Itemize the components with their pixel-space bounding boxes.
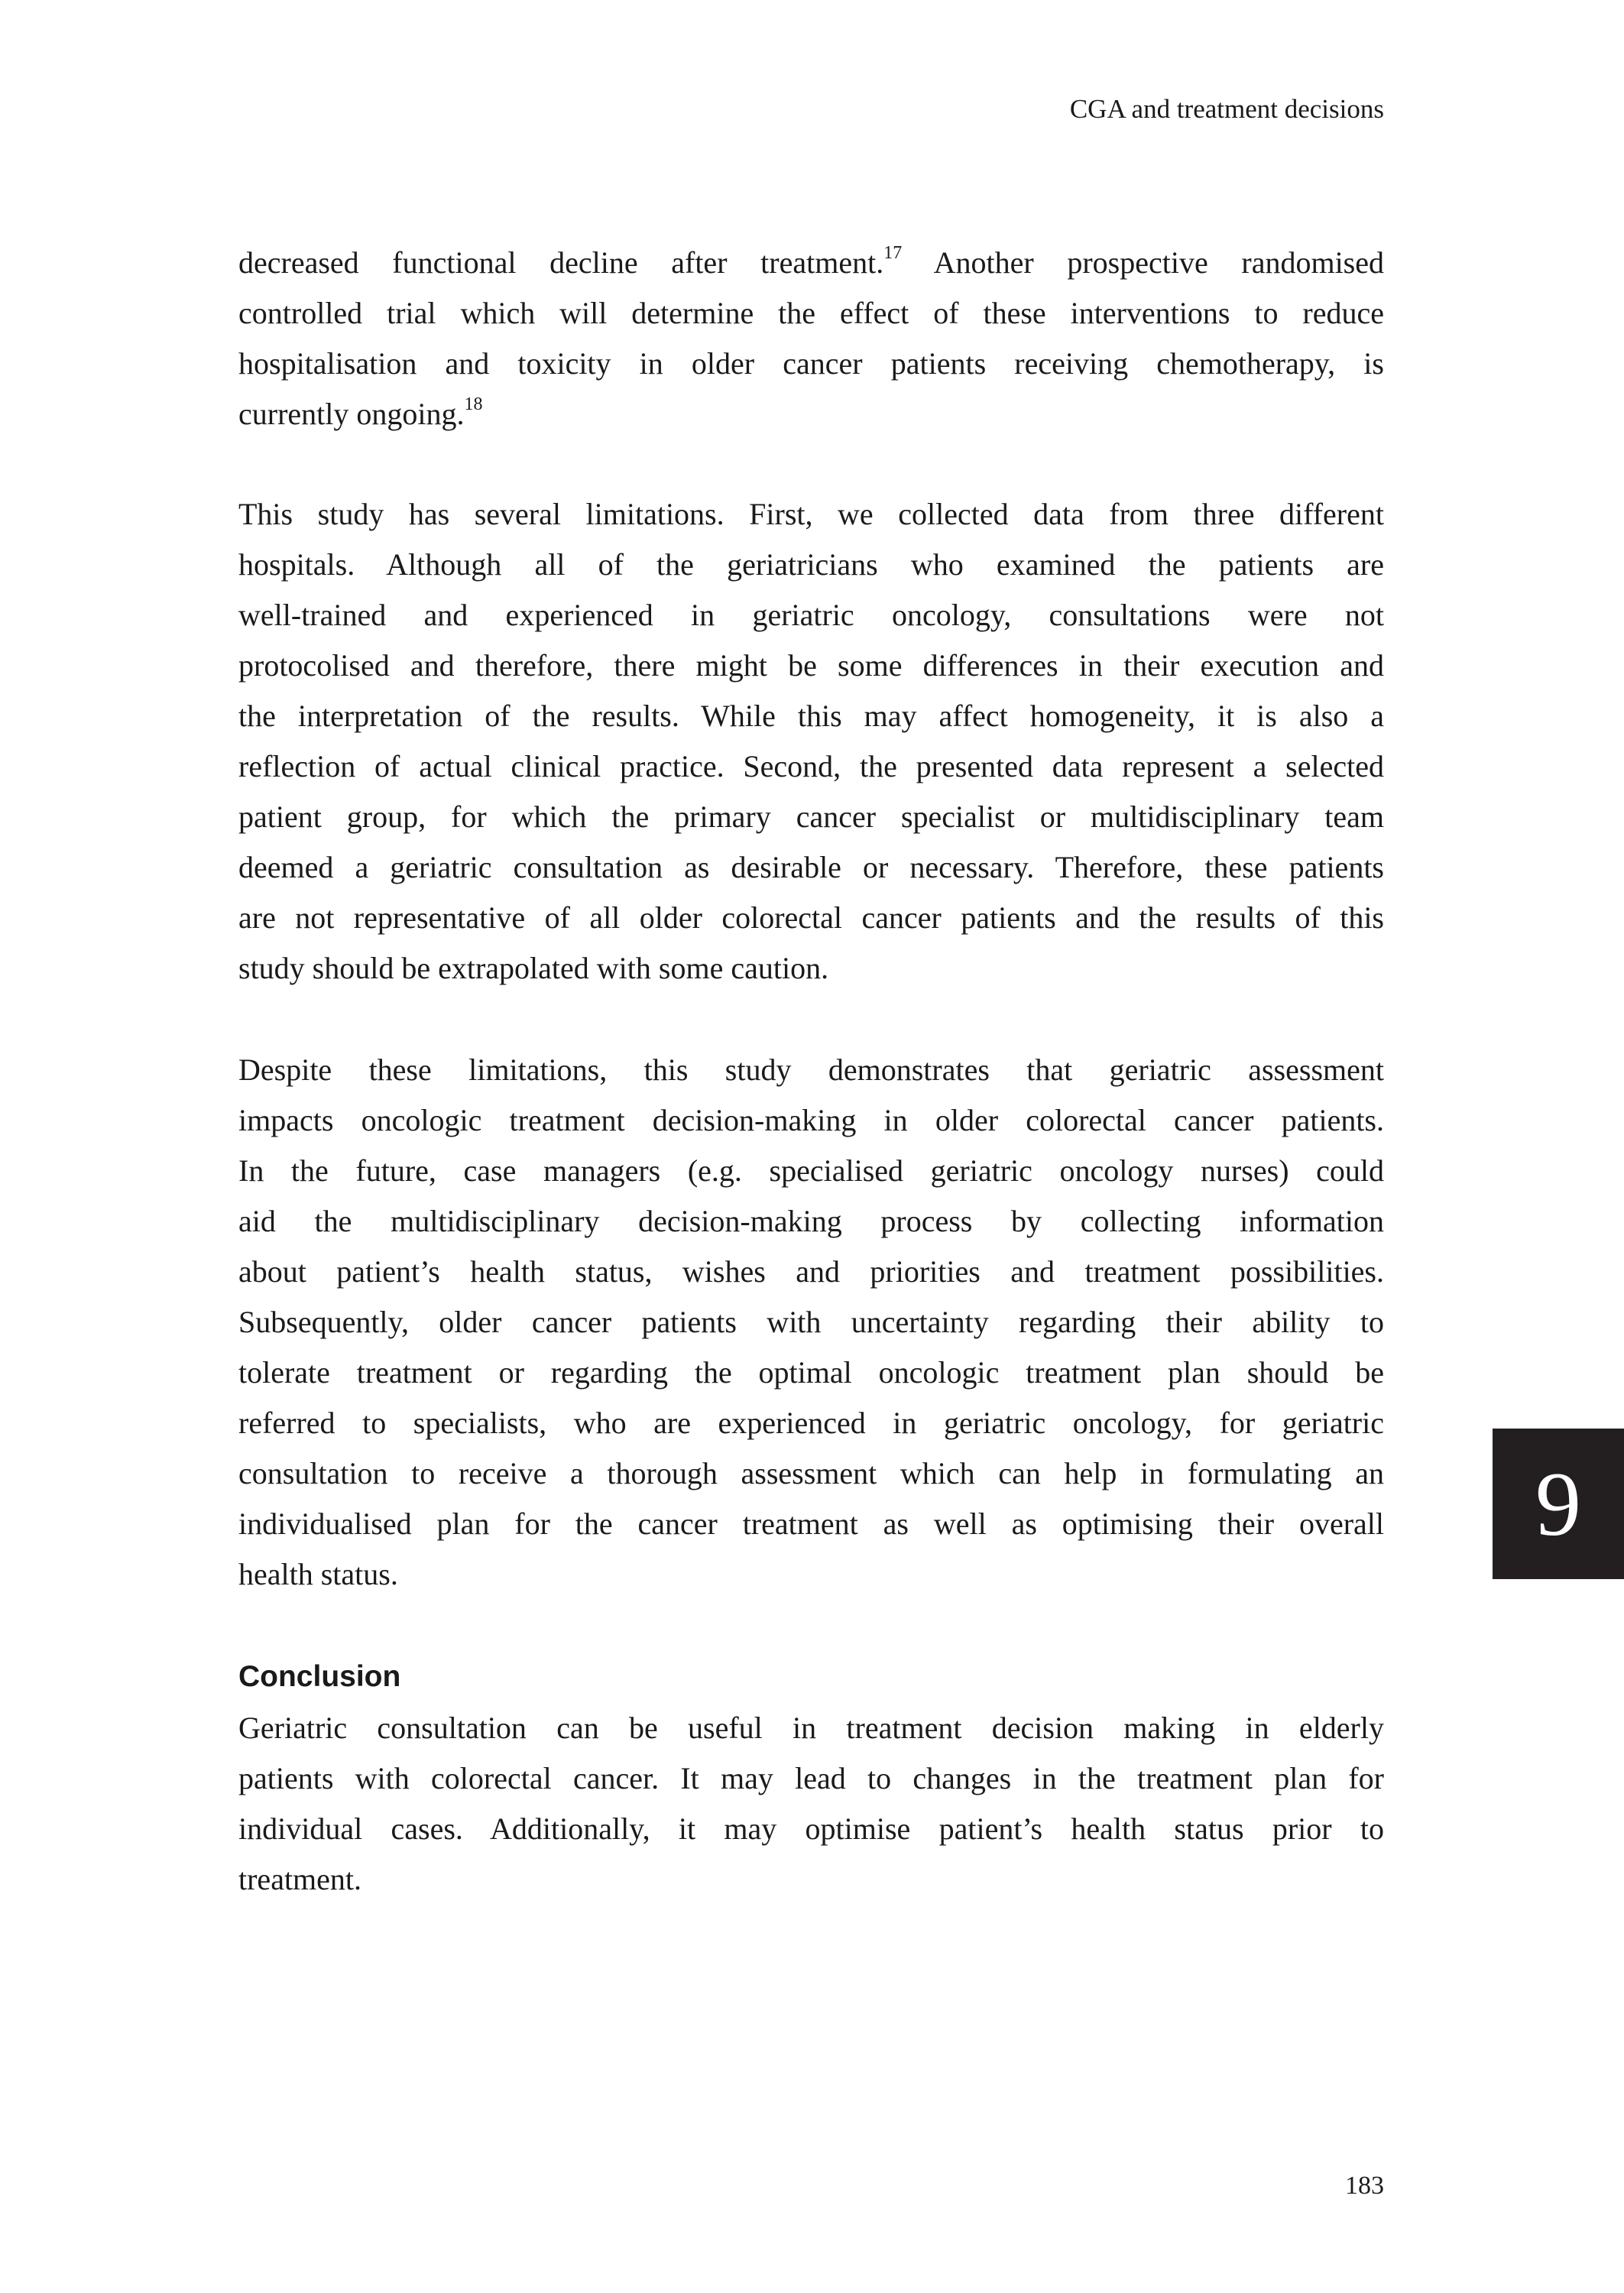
conclusion-heading: Conclusion: [238, 1660, 401, 1693]
text-segment: impacts oncologic treatment decision-making in older colorectal cancer patients.: [238, 1103, 1384, 1137]
text-line: [238, 1854, 1384, 1905]
text-segment: study should be extrapolated with some caution.: [238, 951, 829, 985]
text-line: [238, 1753, 1384, 1804]
text-segment: hospitals. Although all of the geriatricians who examined the patients are: [238, 547, 1384, 582]
paragraph-ongoing-trial: [238, 238, 1384, 439]
text-line: [238, 1196, 1384, 1247]
text-line: [238, 641, 1384, 691]
text-line: [238, 238, 1384, 288]
text-segment: treatment.: [238, 1862, 362, 1896]
text-line: [238, 1045, 1384, 1095]
text-segment: consultation to receive a thorough assessment which can help in formulating an: [238, 1456, 1384, 1490]
text-segment: deemed a geriatric consultation as desirable or necessary. Therefore, these patients: [238, 850, 1384, 884]
text-line: [238, 741, 1384, 792]
text-segment: Subsequently, older cancer patients with uncertainty regarding their ability to: [238, 1305, 1384, 1339]
text-line: [238, 1703, 1384, 1753]
text-line: [238, 1247, 1384, 1297]
paragraph-conclusion: [238, 1703, 1384, 1905]
text-segment: hospitalisation and toxicity in older cancer patients receiving chemotherapy, is: [238, 346, 1384, 381]
text-line: [238, 1549, 1384, 1600]
text-line: [238, 893, 1384, 943]
paragraph-future: [238, 1045, 1384, 1600]
text-line: [238, 1499, 1384, 1549]
text-line: [238, 1804, 1384, 1854]
text-line: [238, 288, 1384, 339]
text-line: [238, 691, 1384, 741]
text-line: [238, 1146, 1384, 1196]
text-segment: referred to specialists, who are experienced in geriatric oncology, for geriatric: [238, 1406, 1384, 1440]
text-segment: reflection of actual clinical practice. Second, the presented data represent a selected: [238, 749, 1384, 783]
page-number: 183: [1345, 2171, 1384, 2200]
text-line: [238, 1095, 1384, 1146]
text-line: [238, 1448, 1384, 1499]
text-segment: tolerate treatment or regarding the optimal oncologic treatment plan should be: [238, 1355, 1384, 1390]
text-line: [238, 792, 1384, 842]
text-segment: Another prospective randomised: [902, 245, 1385, 280]
text-segment: are not representative of all older colorectal cancer patients and the results of this: [238, 900, 1384, 935]
text-segment: health status.: [238, 1557, 398, 1591]
text-segment: patients with colorectal cancer. It may lead to changes in the treatment plan for: [238, 1761, 1384, 1795]
citation-superscript: 18: [464, 394, 483, 414]
text-line: [238, 1348, 1384, 1398]
text-segment: individual cases. Additionally, it may optimise patient’s health status prior to: [238, 1811, 1384, 1846]
text-segment: In the future, case managers (e.g. specialised geriatric oncology nurses) could: [238, 1153, 1384, 1188]
text-segment: the interpretation of the results. While this may affect homogeneity, it is also a: [238, 699, 1384, 733]
text-segment: protocolised and therefore, there might be some differences in their execution and: [238, 648, 1384, 683]
paragraph-limitations: [238, 489, 1384, 994]
text-line: [238, 339, 1384, 389]
text-line: [238, 489, 1384, 540]
text-segment: This study has several limitations. First, we collected data from three different: [238, 497, 1384, 531]
chapter-tab: 9: [1493, 1429, 1624, 1579]
text-segment: about patient’s health status, wishes and priorities and treatment possibilities.: [238, 1254, 1384, 1289]
text-line: [238, 943, 1384, 994]
text-line: [238, 590, 1384, 641]
text-line: [238, 540, 1384, 590]
text-segment: well-trained and experienced in geriatric oncology, consultations were not: [238, 598, 1384, 632]
text-segment: currently ongoing.: [238, 397, 465, 431]
text-segment: individualised plan for the cancer treatment as well as optimising their overall: [238, 1507, 1384, 1541]
text-line: [238, 1297, 1384, 1348]
text-segment: Geriatric consultation can be useful in treatment decision making in elderly: [238, 1711, 1384, 1745]
text-segment: Despite these limitations, this study demonstrates that geriatric assessment: [238, 1052, 1384, 1087]
text-segment: decreased functional decline after treatment.: [238, 245, 884, 280]
running-header: CGA and treatment decisions: [1069, 94, 1384, 124]
text-segment: aid the multidisciplinary decision-making process by collecting information: [238, 1204, 1384, 1238]
text-line: [238, 842, 1384, 893]
text-segment: patient group, for which the primary cancer specialist or multidisciplinary team: [238, 799, 1384, 834]
text-line: [238, 389, 1384, 439]
citation-superscript: 17: [883, 243, 903, 263]
text-line: [238, 1398, 1384, 1448]
text-segment: controlled trial which will determine the effect of these interventions to reduce: [238, 296, 1384, 330]
